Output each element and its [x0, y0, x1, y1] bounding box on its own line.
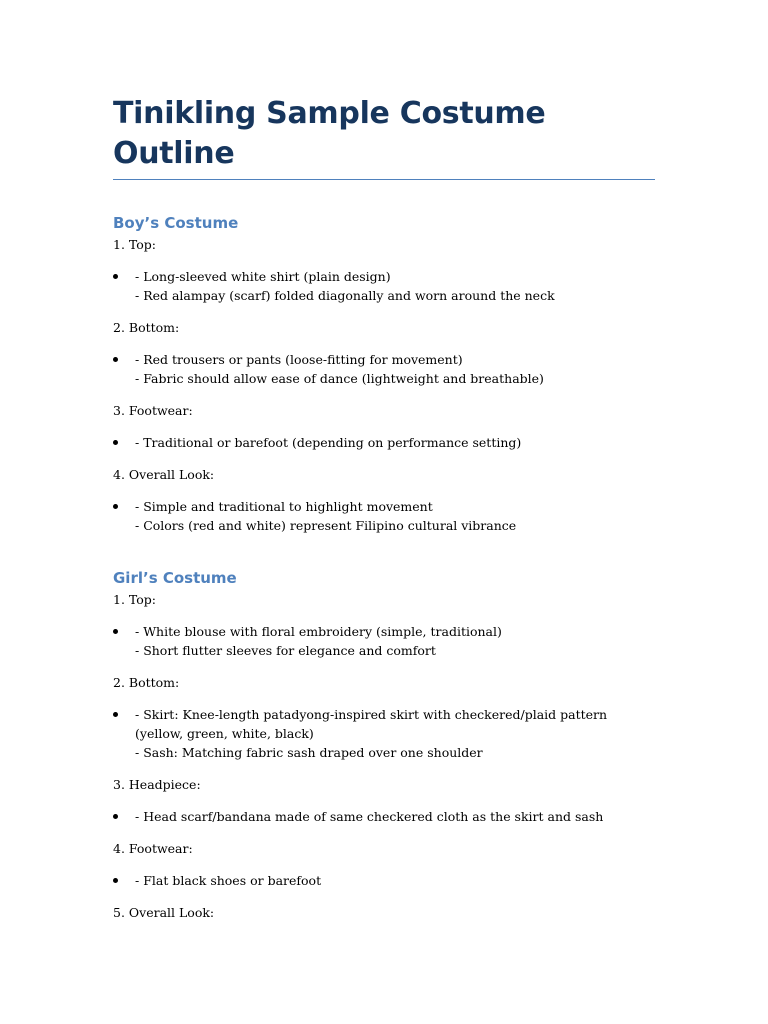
- bullet-list: [113, 622, 655, 660]
- bullet-list: [113, 267, 655, 305]
- section-heading: Boy’s Costume: [113, 214, 239, 232]
- list-item: [113, 871, 655, 890]
- document-title: Tinikling Sample Costume Outline: [113, 96, 546, 171]
- list-line: - Flat black shoes or barefoot: [135, 873, 322, 888]
- list-line: - Red alampay (scarf) folded diagonally and worn around the neck: [135, 288, 555, 303]
- bullet-list: [113, 705, 655, 762]
- list-item: [113, 622, 655, 660]
- section-boys-costume: [113, 213, 655, 535]
- list-line: - Short flutter sleeves for elegance and comfort: [135, 643, 436, 658]
- bullet-list: [113, 433, 655, 452]
- list-item: [113, 497, 655, 535]
- list-item: [113, 350, 655, 388]
- bullet-icon: [113, 274, 118, 279]
- item-label: 3. Footwear:: [113, 403, 193, 418]
- bullet-icon: [113, 629, 118, 634]
- list-line: - White blouse with floral embroidery (simple, traditional): [135, 624, 502, 639]
- section-heading: Girl’s Costume: [113, 569, 237, 587]
- item-label: 2. Bottom:: [113, 675, 180, 690]
- list-item: [113, 705, 655, 762]
- list-line: - Traditional or barefoot (depending on performance setting): [135, 435, 522, 450]
- bullet-icon: [113, 357, 118, 362]
- list-line: - Skirt: Knee-length patadyong-inspired skirt with checkered/plaid pattern (yellow, green, white, black): [135, 707, 608, 741]
- list-line: - Fabric should allow ease of dance (lightweight and breathable): [135, 371, 544, 386]
- list-item: [113, 807, 655, 826]
- item-label: 4. Overall Look:: [113, 467, 215, 482]
- list-line: - Simple and traditional to highlight movement: [135, 499, 433, 514]
- list-line: - Sash: Matching fabric sash draped over one shoulder: [135, 745, 483, 760]
- item-label: 5. Overall Look:: [113, 905, 215, 920]
- bullet-list: [113, 497, 655, 535]
- bullet-icon: [113, 440, 118, 445]
- list-line: - Head scarf/bandana made of same checkered cloth as the skirt and sash: [135, 809, 604, 824]
- document-content: [113, 94, 655, 922]
- bullet-list: [113, 350, 655, 388]
- item-label: 3. Headpiece:: [113, 777, 201, 792]
- item-label: 2. Bottom:: [113, 320, 180, 335]
- bullet-icon: [113, 814, 118, 819]
- bullet-list: [113, 871, 655, 890]
- list-item: [113, 433, 655, 452]
- list-line: - Long-sleeved white shirt (plain design): [135, 269, 391, 284]
- bullet-icon: [113, 878, 118, 883]
- item-label: 1. Top:: [113, 592, 157, 607]
- list-line: - Colors (red and white) represent Filipino cultural vibrance: [135, 518, 517, 533]
- bullet-icon: [113, 504, 118, 509]
- item-label: 1. Top:: [113, 237, 157, 252]
- title-underline: [113, 179, 655, 180]
- list-item: [113, 267, 655, 305]
- list-line: - Red trousers or pants (loose-fitting for movement): [135, 352, 463, 367]
- section-girls-costume: [113, 568, 655, 922]
- bullet-icon: [113, 712, 118, 717]
- item-label: 4. Footwear:: [113, 841, 193, 856]
- bullet-list: [113, 807, 655, 826]
